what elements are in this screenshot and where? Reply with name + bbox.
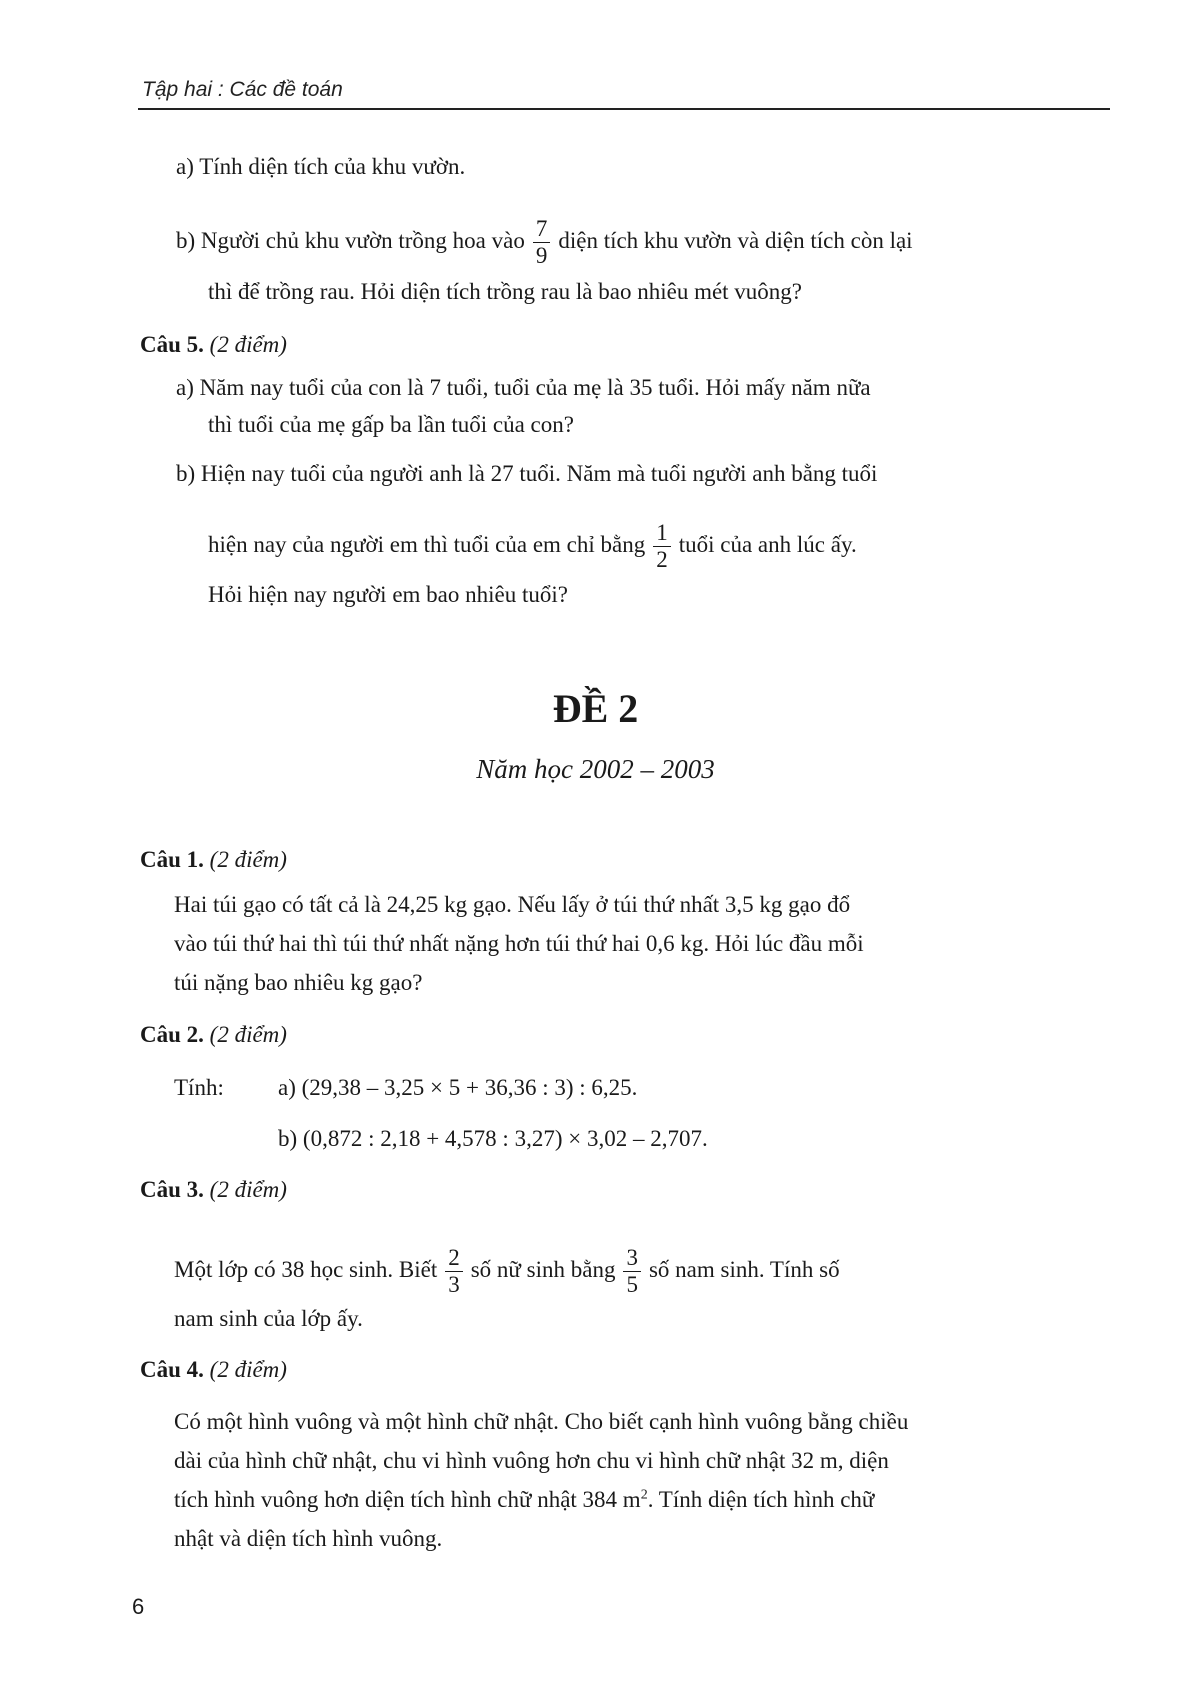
question-5-a-line1: a) Năm nay tuổi của con là 7 tuổi, tuổi của mẹ là 35 tuổi. Hỏi mấy năm nữa xyxy=(176,375,871,400)
question-2-lead: Tính: xyxy=(174,1075,224,1100)
question-2-a: a) (29,38 – 3,25 × 5 + 36,36 : 3) : 6,25. xyxy=(278,1075,638,1100)
question-4-label: Câu 4. xyxy=(140,1357,204,1382)
fraction-2-3 xyxy=(445,1245,463,1298)
fraction-numerator: 2 xyxy=(445,1245,463,1272)
question-3-line1 xyxy=(174,1245,840,1298)
question-3-part3: số nam sinh. Tính số xyxy=(648,1256,840,1282)
question-1-line2: vào túi thứ hai thì túi thứ nhất nặng hơn túi thứ hai 0,6 kg. Hỏi lúc đầu mỗi xyxy=(174,931,864,956)
fraction-3-5 xyxy=(623,1245,641,1298)
fraction-numerator: 1 xyxy=(653,520,671,547)
question-4-line4: nhật và diện tích hình vuông. xyxy=(174,1526,443,1551)
question-3-line2: nam sinh của lớp ấy. xyxy=(174,1306,363,1331)
carryover-part-b-line2: thì để trồng rau. Hỏi diện tích trồng rau là bao nhiêu mét vuông? xyxy=(208,279,803,304)
question-5-heading xyxy=(140,330,287,360)
question-3-part1: Một lớp có 38 học sinh. Biết xyxy=(174,1256,438,1282)
question-5-b-line1: b) Hiện nay tuổi của người anh là 27 tuổi. Năm mà tuổi người anh bằng tuổi xyxy=(176,461,878,486)
carryover-b-before: b) Người chủ khu vườn trồng hoa vào xyxy=(176,227,525,253)
header-rule xyxy=(138,108,1110,110)
fraction-denominator: 3 xyxy=(448,1272,460,1297)
question-5-b-before: hiện nay của người em thì tuổi của em chỉ bằng xyxy=(208,531,646,557)
fraction-denominator: 5 xyxy=(626,1272,638,1297)
question-5-b-line3: Hỏi hiện nay người em bao nhiêu tuổi? xyxy=(208,582,568,607)
fraction-numerator: 3 xyxy=(623,1245,641,1272)
carryover-part-b-line1 xyxy=(176,216,913,269)
fraction-numerator: 7 xyxy=(533,216,551,243)
question-5-b-line2 xyxy=(208,520,857,573)
question-4-points: (2 điểm) xyxy=(209,1357,287,1382)
question-1-heading xyxy=(140,845,287,875)
question-4-line3-after: . Tính diện tích hình chữ xyxy=(647,1487,875,1512)
fraction-1-2 xyxy=(653,520,671,573)
fraction-7-9 xyxy=(533,216,551,269)
fraction-denominator: 9 xyxy=(535,243,548,268)
question-3-label: Câu 3. xyxy=(140,1177,204,1202)
page-number: 6 xyxy=(132,1594,145,1619)
question-1-points: (2 điểm) xyxy=(209,847,287,872)
question-4-line3-before: tích hình vuông hơn diện tích hình chữ nhật 384 m xyxy=(174,1487,641,1512)
question-3-part2: số nữ sinh bằng xyxy=(470,1256,616,1282)
question-5-a-line2: thì tuổi của mẹ gấp ba lần tuổi của con? xyxy=(208,412,574,437)
carryover-part-a: a) Tính diện tích của khu vườn. xyxy=(176,154,466,179)
question-2-label: Câu 2. xyxy=(140,1022,204,1047)
question-1-line1: Hai túi gạo có tất cả là 24,25 kg gạo. Nếu lấy ở túi thứ nhất 3,5 kg gạo đổ xyxy=(174,892,851,917)
question-4-line2: dài của hình chữ nhật, chu vi hình vuông hơn chu vi hình chữ nhật 32 m, diện xyxy=(174,1448,889,1473)
carryover-b-after: diện tích khu vườn và diện tích còn lại xyxy=(558,227,913,253)
running-header: Tập hai : Các đề toán xyxy=(142,78,343,101)
question-1-line3: túi nặng bao nhiêu kg gạo? xyxy=(174,970,423,995)
superscript-2: 2 xyxy=(640,1487,648,1503)
question-4-heading xyxy=(140,1355,287,1385)
question-3-points: (2 điểm) xyxy=(209,1177,287,1202)
fraction-denominator: 2 xyxy=(656,547,668,572)
question-5-b-after: tuổi của anh lúc ấy. xyxy=(678,531,857,557)
question-2-b: b) (0,872 : 2,18 + 4,578 : 3,27) × 3,02 – 2,707. xyxy=(278,1126,708,1151)
question-5-label: Câu 5. xyxy=(140,332,204,357)
question-5-points: (2 điểm) xyxy=(209,332,287,357)
question-4-line3 xyxy=(174,1485,874,1515)
question-1-label: Câu 1. xyxy=(140,847,204,872)
question-3-heading xyxy=(140,1175,287,1205)
question-4-line1: Có một hình vuông và một hình chữ nhật. Cho biết cạnh hình vuông bằng chiều xyxy=(174,1409,909,1434)
question-2-points: (2 điểm) xyxy=(209,1022,287,1047)
exam-title: ĐỀ 2 xyxy=(552,686,639,731)
exam-school-year: Năm học 2002 – 2003 xyxy=(476,754,715,784)
question-2-heading xyxy=(140,1020,287,1050)
